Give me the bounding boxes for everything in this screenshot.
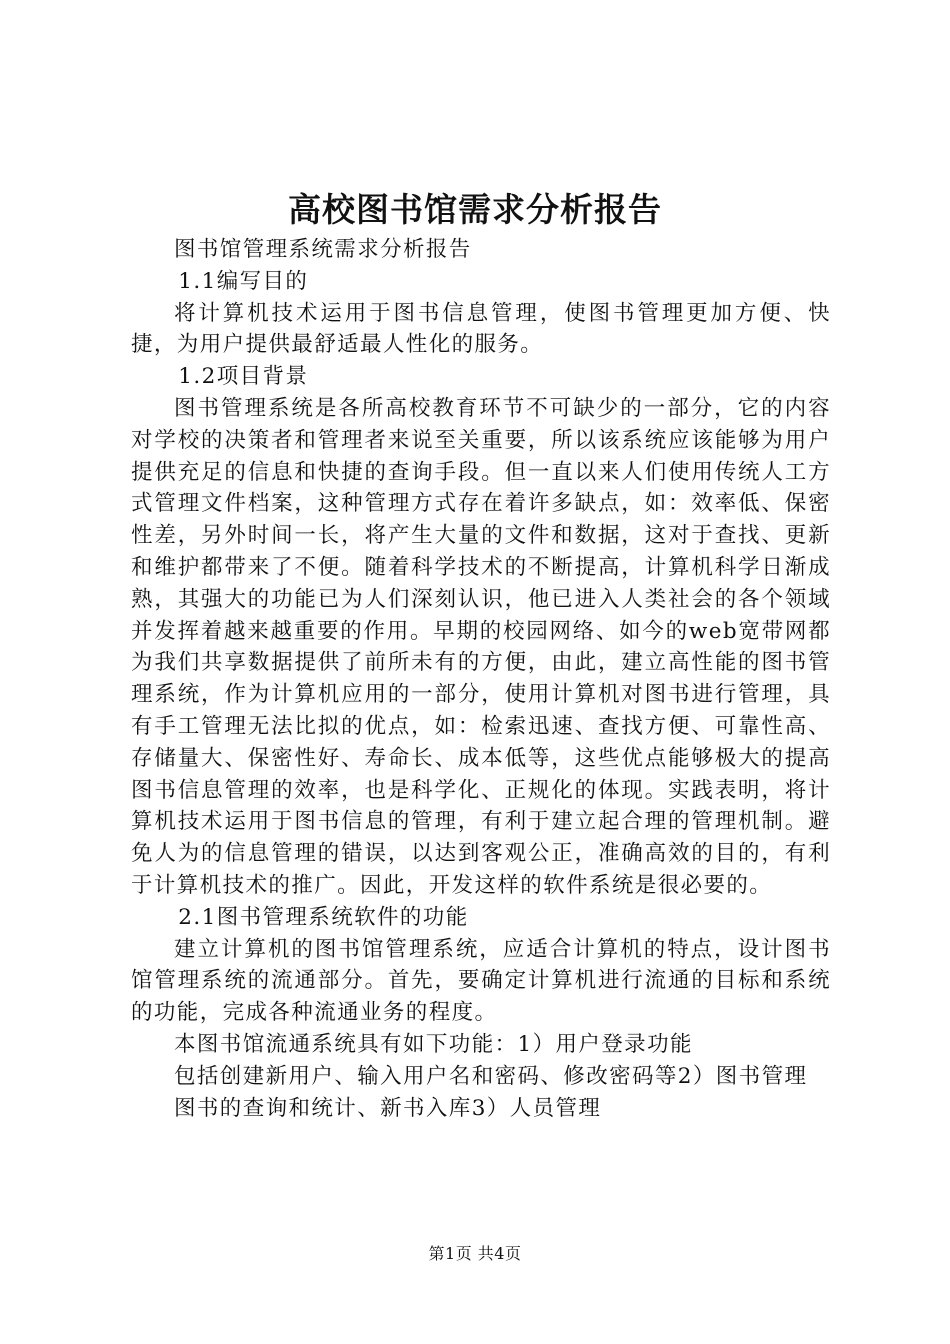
paragraph-background: 图书管理系统是各所高校教育环节不可缺少的一部分，它的内容对学校的决策者和管理者来说至关重要，所以该系统应该能够为用户提供充足的信息和快捷的查询手段。但一直以来人们使用传统人工方式管理文件档案，这种管理方式存在着许多缺点，如：效率低、保密性差，另外时间一长，将产生大量的文件和数据，这对于查找、更新和维护都带来了不便。随着科学技术的不断提高，计算机科学日渐成熟，其强大的功能已为人们深刻认识，他已进入人类社会的各个领域并发挥着越来越重要的作用。早期的校园网络、如今的web宽带网都为我们共享数据提供了前所未有的方便，由此，建立高性能的图书管理系统，作为计算机应用的一部分，使用计算机对图书进行管理，具有手工管理无法比拟的优点，如：检索迅速、查找方便、可靠性高、存储量大、保密性好、寿命长、成本低等，这些优点能够极大的提高图书信息管理的效率，也是科学化、正规化的体现。实践表明，将计算机技术运用于图书信息的管理，有利于建立起合理的管理机制。避免人为的信息管理的错误，以达到客观公正，准确高效的目的，有利于计算机技术的推广。因此，开发这样的软件系统是很必要的。 [131, 395, 831, 898]
paragraph-functions-list-1: 本图书馆流通系统具有如下功能：1）用户登录功能 [174, 1031, 693, 1057]
paragraph-functions-intro: 建立计算机的图书馆管理系统，应适合计算机的特点，设计图书馆管理系统的流通部分。首先，要确定计算机进行流通的目标和系统的功能，完成各种流通业务的程度。 [131, 936, 831, 1026]
section-heading-1-1: 1.1编写目的 [178, 268, 309, 294]
paragraph-functions-list-2: 包括创建新用户、输入用户名和密码、修改密码等2）图书管理 [174, 1063, 808, 1089]
paragraph-purpose: 将计算机技术运用于图书信息管理，使图书管理更加方便、快捷，为用户提供最舒适最人性化的服务。 [131, 300, 831, 358]
document-body [131, 234, 831, 1124]
document-title: 高校图书馆需求分析报告 [288, 190, 662, 229]
page-footer: 第1页 共4页 [428, 1244, 522, 1263]
paragraph-functions-list-3: 图书的查询和统计、新书入库3）人员管理 [174, 1095, 602, 1121]
section-heading-2-1: 2.1图书管理系统软件的功能 [178, 904, 469, 930]
section-heading-1-2: 1.2项目背景 [178, 364, 309, 390]
paragraph-report-heading: 图书馆管理系统需求分析报告 [174, 237, 472, 262]
